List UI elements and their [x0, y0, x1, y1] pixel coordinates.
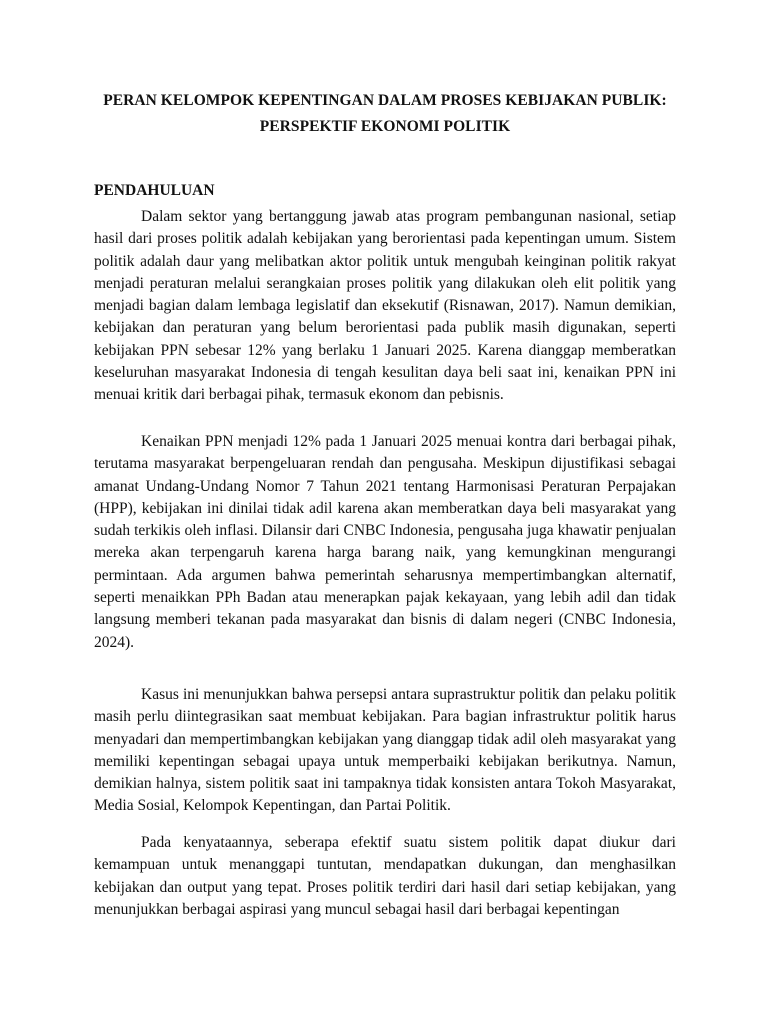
paragraph-2: Kenaikan PPN menjadi 12% pada 1 Januari 2025 menuai kontra dari berbagai pihak, terutama masyarakat berpengeluaran rendah dan pengusaha. Meskipun dijustifikasi sebagai amanat Undang-Undang Nomor 7 Tahun 2021 tentang Harmonisasi Peraturan Perpajakan (HPP), kebijakan ini dinilai tidak adil karena akan memberatkan daya beli masyarakat yang sudah terkikis oleh inflasi. Dilansir dari CNBC Indonesia, pengusaha juga khawatir penjualan mereka akan terpengaruh karena harga barang naik, yang kemungkinan mengurangi permintaan. Ada argumen bahwa pemerintah seharusnya mempertimbangkan alternatif, seperti menaikkan PPh Badan atau menerapkan pajak kekayaan, yang lebih adil dan tidak langsung memberi tekanan pada masyarakat dan bisnis di dalam negeri (CNBC Indonesia, 2024). — [94, 433, 676, 651]
paragraph-4: Pada kenyataannya, seberapa efektif suatu sistem politik dapat diukur dari kemampuan untuk menanggapi tuntutan, mendapatkan dukungan, dan menghasilkan kebijakan dan output yang tepat. Proses politik terdiri dari hasil dari setiap kebijakan, yang menunjukkan berbagai aspirasi yang muncul sebagai hasil dari berbagai kepentingan — [94, 834, 676, 918]
paragraph-3: Kasus ini menunjukkan bahwa persepsi antara suprastruktur politik dan pelaku politik masih perlu diintegrasikan saat membuat kebijakan. Para bagian infrastruktur politik harus menyadari dan mempertimbangkan kebijakan yang dianggap tidak adil oleh masyarakat yang memiliki kepentingan sebagai upaya untuk memperbaiki kebijakan berikutnya. Namun, demikian halnya, sistem politik saat ini tampaknya tidak konsisten antara Tokoh Masyarakat, Media Sosial, Kelompok Kepentingan, dan Partai Politik. — [94, 686, 676, 815]
document-title — [94, 88, 676, 140]
section-heading: PENDAHULUAN — [94, 182, 215, 199]
title-line-2: PERSPEKTIF EKONOMI POLITIK — [259, 118, 511, 135]
paragraph-1: Dalam sektor yang bertanggung jawab atas program pembangunan nasional, setiap hasil dari proses politik adalah kebijakan yang berorientasi pada kepentingan umum. Sistem politik adalah daur yang melibatkan aktor politik untuk mengubah keinginan politik rakyat menjadi peraturan melalui serangkaian proses politik yang dilakukan oleh elit politik yang menjadi bagian dalam lembaga legislatif dan eksekutif (Risnawan, 2017). Namun demikian, kebijakan dan peraturan yang belum berorientasi pada publik masih digunakan, seperti kebijakan PPN sebesar 12% yang berlaku 1 Januari 2025. Karena dianggap memberatkan keseluruhan masyarakat Indonesia di tengah kesulitan daya beli saat ini, kenaikan PPN ini menuai kritik dari berbagai pihak, termasuk ekonom dan pebisnis. — [94, 208, 676, 404]
title-line-1: PERAN KELOMPOK KEPENTINGAN DALAM PROSES KEBIJAKAN PUBLIK: — [103, 92, 667, 109]
